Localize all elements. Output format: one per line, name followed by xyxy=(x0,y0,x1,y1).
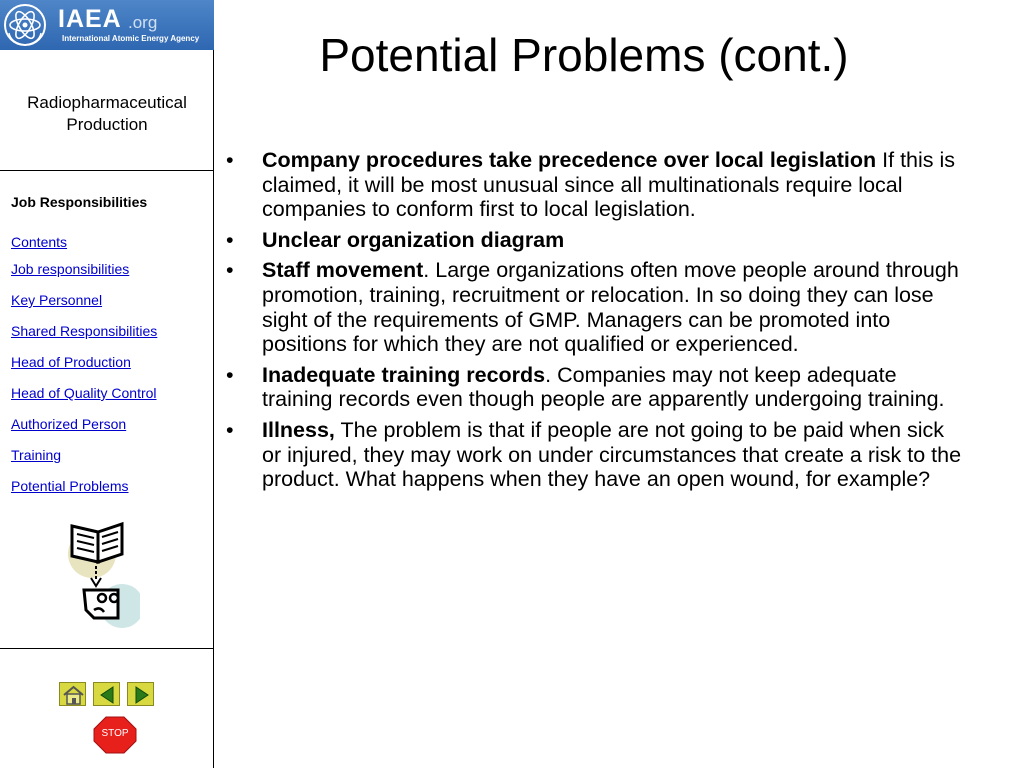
bullet-text: If this is claimed, it will be most unusual since all multinationals require local companies to conform first to local legislation. xyxy=(262,148,956,222)
bullet-dot: • xyxy=(226,417,234,442)
sidebar-item-authorized-person[interactable]: Authorized Person xyxy=(11,416,127,432)
bullet-text: . Companies may not keep adequate training records even though people are apparently undergoing training. xyxy=(262,362,945,412)
bullet-heading: Inadequate training records xyxy=(262,362,546,387)
back-button[interactable] xyxy=(93,682,120,706)
sidebar-item-key-personnel[interactable]: Key Personnel xyxy=(11,292,103,308)
bullet-dot: • xyxy=(226,148,234,172)
bullet-heading: Staff movement xyxy=(262,258,424,283)
sidebar-item-potential-problems[interactable]: Potential Problems xyxy=(11,478,129,494)
sidebar xyxy=(0,0,214,768)
sidebar-item-head-of-quality-control[interactable]: Head of Quality Control xyxy=(11,385,157,401)
stop-label: STOP xyxy=(101,728,129,739)
sidebar-item-training[interactable]: Training xyxy=(11,447,62,463)
divider xyxy=(0,648,214,649)
bullet-list xyxy=(226,148,962,498)
home-icon xyxy=(60,683,87,707)
bullet-text: The problem is that if people are not going to be paid when sick or injured, they may work on under circumstances that create a risk to the product. What happens when they have an open wound, for example? xyxy=(262,417,962,492)
bullet-dot: • xyxy=(226,362,234,387)
book-and-reader-icon xyxy=(64,518,140,630)
forward-arrow-icon xyxy=(128,683,155,707)
section-title: Job Responsibilities xyxy=(11,194,148,210)
sidebar-item-head-of-production[interactable]: Head of Production xyxy=(11,354,131,370)
next-button[interactable] xyxy=(127,682,154,706)
un-atom-emblem-icon xyxy=(3,3,47,47)
stop-button[interactable] xyxy=(93,716,137,754)
bullet-dot: • xyxy=(226,258,234,283)
sidebar-nav xyxy=(11,234,157,509)
bullet-item xyxy=(226,148,962,222)
sidebar-item-shared-responsibilities[interactable]: Shared Responsibilities xyxy=(11,323,158,339)
sidebar-item-job-responsibilities[interactable]: Job responsibilities xyxy=(11,261,130,277)
logo-org-suffix: .org xyxy=(128,13,158,32)
nav-buttons xyxy=(58,682,158,708)
bullet-heading: Company procedures take precedence over local legislation xyxy=(262,148,877,172)
logo-name: IAEA xyxy=(58,5,122,33)
slide-title: Potential Problems (cont.) xyxy=(319,29,849,81)
course-title: Radiopharmaceutical Production xyxy=(27,93,187,134)
sidebar-item-contents[interactable]: Contents xyxy=(11,234,68,250)
bullet-item xyxy=(226,418,962,492)
bullet-heading: Unclear organization diagram xyxy=(262,227,565,252)
bullet-item xyxy=(226,363,962,412)
bullet-text: . Large organizations often move people around through promotion, training, recruitment or relocation. In so doing they can lose sight of the requirements of GMP. Managers can be promoted into positions for which they are not qualified or experienced. xyxy=(262,258,959,357)
iaea-logo[interactable] xyxy=(0,0,214,50)
bullet-heading: Illness, xyxy=(262,417,335,442)
divider xyxy=(0,170,214,171)
back-arrow-icon xyxy=(94,683,121,707)
logo-subtitle: International Atomic Energy Agency xyxy=(62,34,200,43)
home-button[interactable] xyxy=(59,682,86,706)
bullet-item xyxy=(226,228,962,253)
bullet-dot: • xyxy=(226,227,234,252)
bullet-item xyxy=(226,258,962,356)
